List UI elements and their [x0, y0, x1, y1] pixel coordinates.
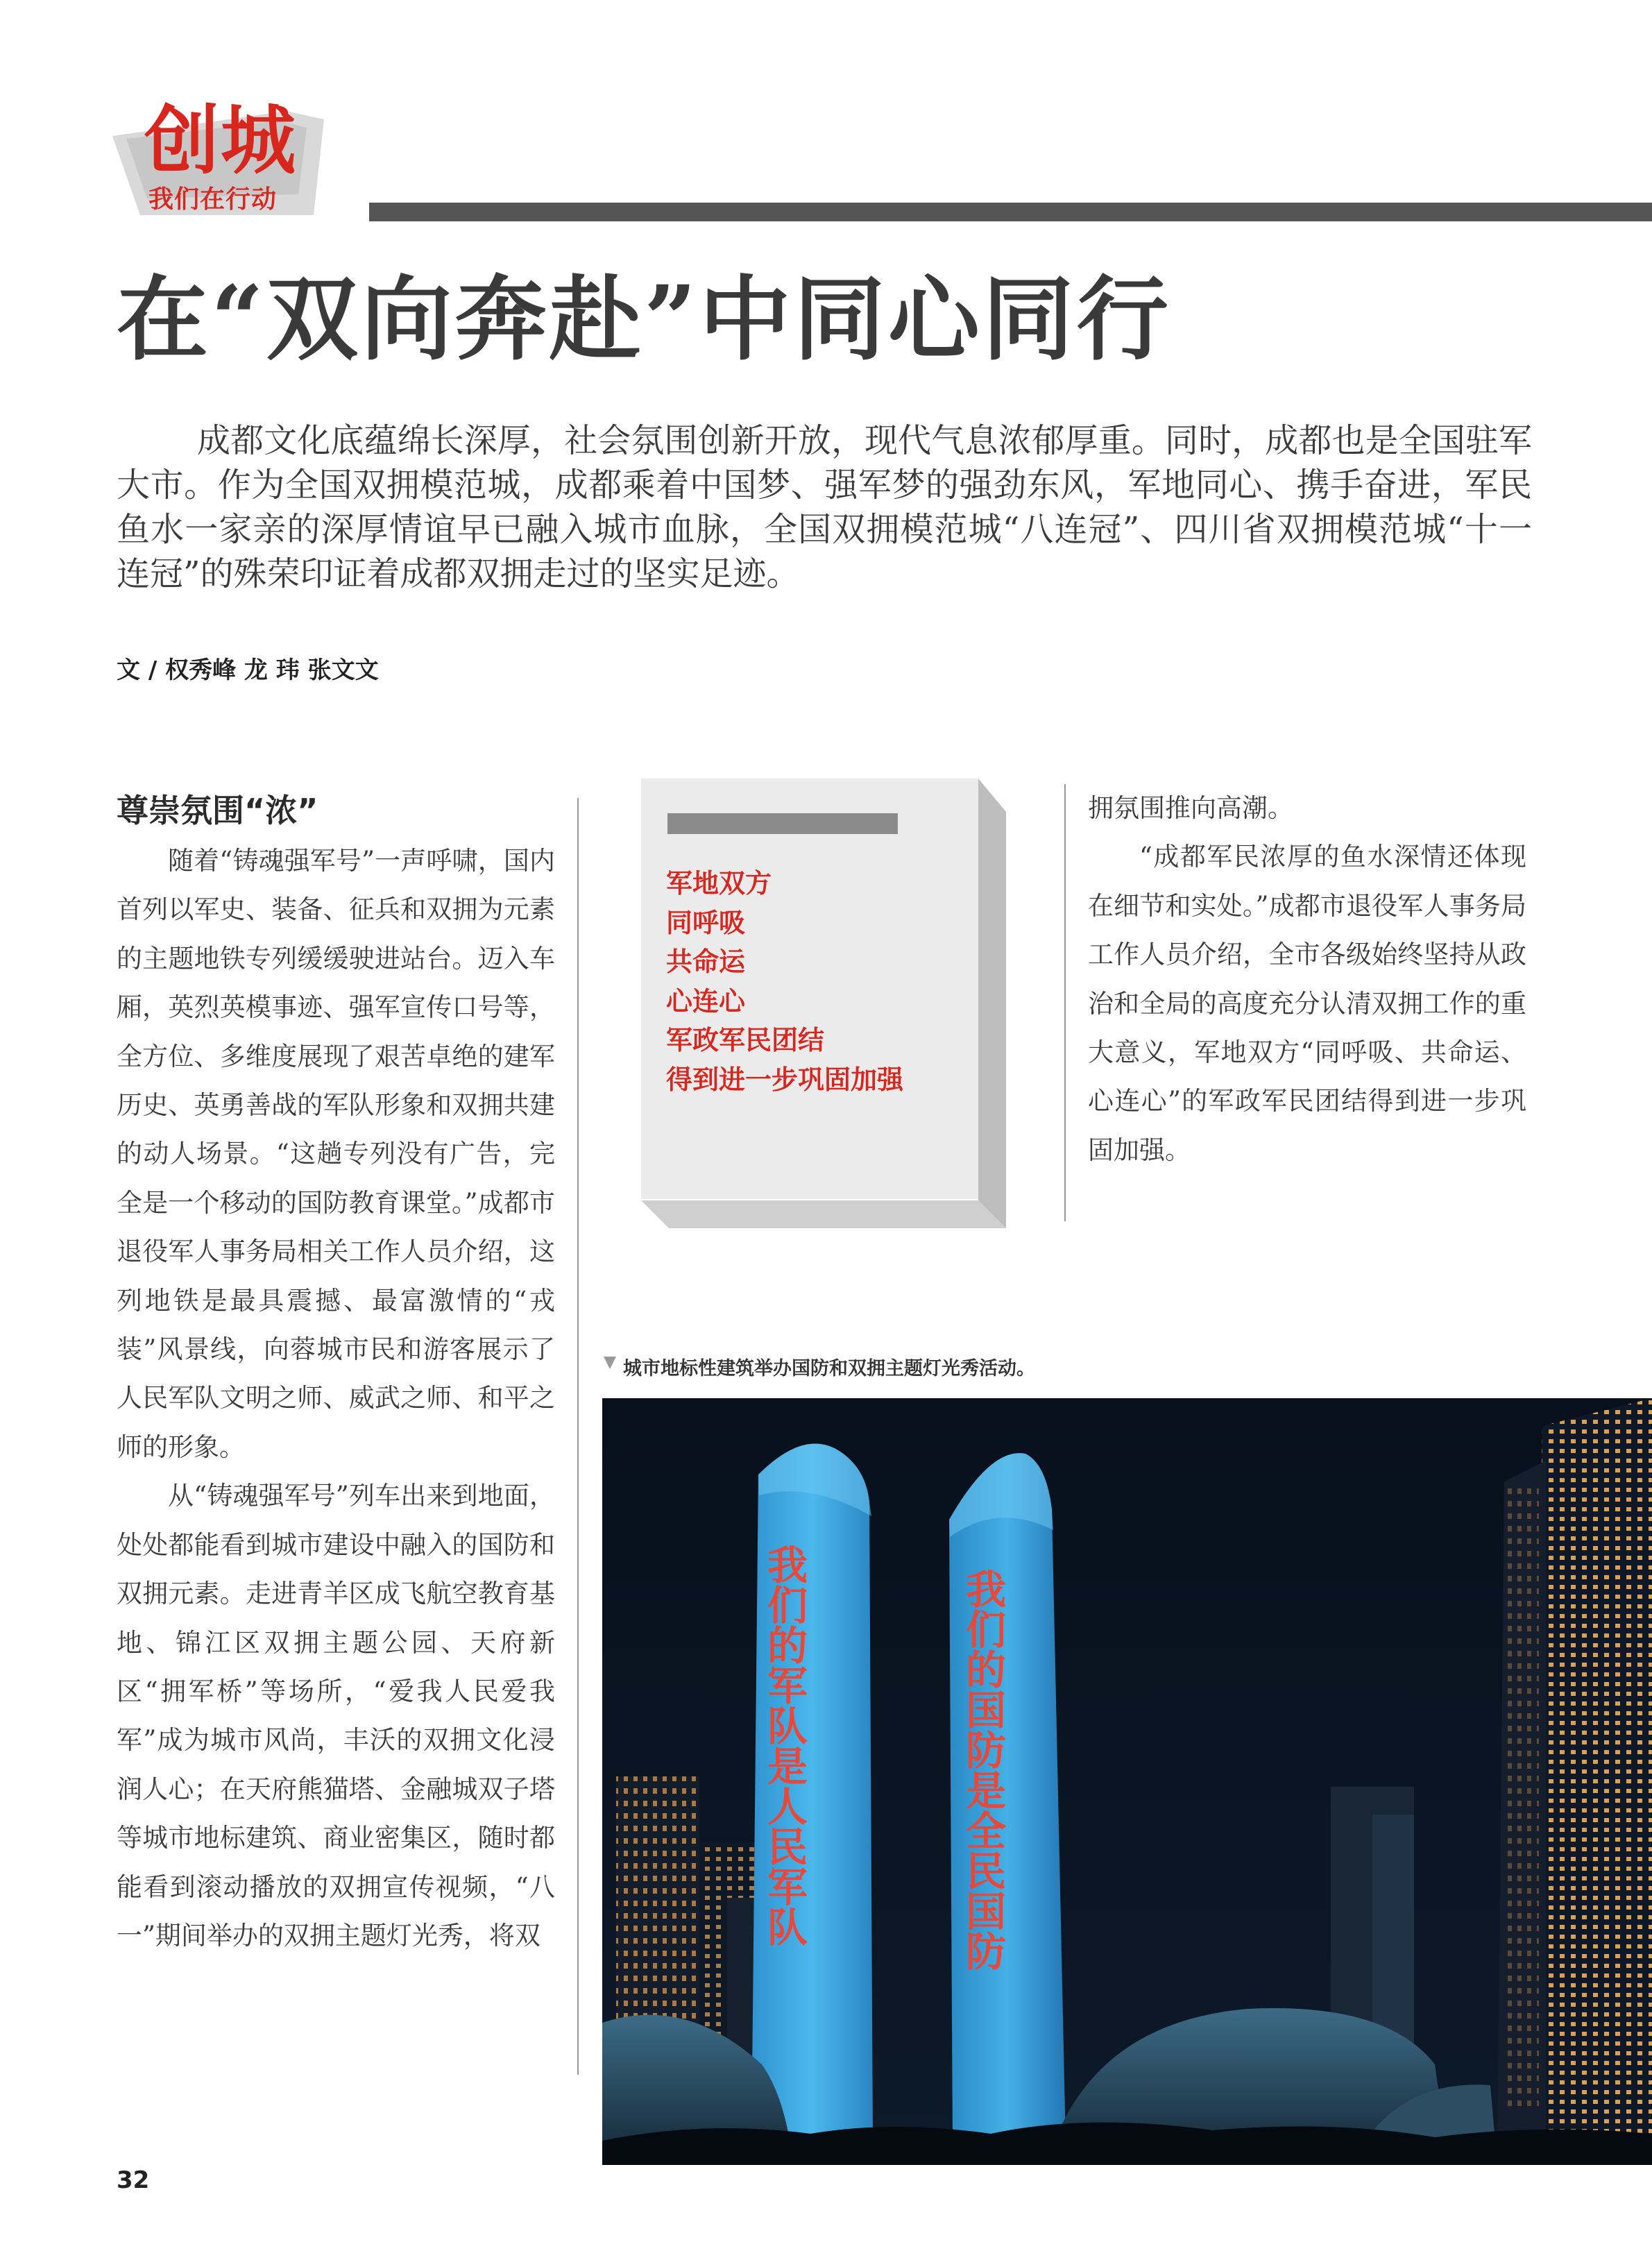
night-towers-photo	[602, 1398, 1652, 2165]
pull-quote-bar	[667, 813, 898, 834]
caption-marker-icon	[604, 1357, 616, 1369]
right-tower-text: 我们的国防是全民国防	[959, 1568, 1006, 1971]
section-badge-subtitle: 我们在行动	[148, 185, 278, 214]
body-paragraph: 随着“铸魂强军号”一声呼啸，国内首列以军史、装备、征兵和双拥为元素的主题地铁专列缓缓驶进站台。迈入车厢，英烈英模事迹、强军宣传口号等，全方位、多维度展现了艰苦卓绝的建军历史、英勇善战的军队形象和双拥共建的动人场景。“这趟专列没有广告，完全是一个移动的国防教育课堂。”成都市退役军人事务局相关工作人员介绍，这列地铁是最具震撼、最富激情的“戎装”风景线，向蓉城市民和游客展示了人民军队文明之师、威武之师、和平之师的形象。	[117, 846, 555, 1462]
page-number: 32	[117, 2166, 150, 2194]
pull-quote-line: 同呼吸	[666, 907, 746, 938]
pull-quote-text	[666, 864, 903, 1099]
section-badge-title: 创城	[144, 98, 298, 185]
header-rule	[369, 203, 1652, 221]
lead-paragraph: 成都文化底蕴绵长深厚，社会氛围创新开放，现代气息浓郁厚重。同时，成都也是全国驻军大市。作为全国双拥模范城，成都乘着中国梦、强军梦的强劲东风，军地同心、携手奋进，军民鱼水一家亲的深厚情谊早已融入城市血脉，全国双拥模范城“八连冠”、四川省双拥模范城“十一连冠”的殊荣印证着成都双拥走过的坚实足迹。	[117, 421, 1532, 593]
section-heading: 尊崇氛围“浓”	[117, 792, 318, 829]
byline: 文 / 权秀峰 龙 玮 张文文	[117, 656, 379, 684]
pull-quote-line: 军政军民团结	[666, 1025, 825, 1055]
body-paragraph: “成都军民浓厚的鱼水深情还体现在细节和实处。”成都市退役军人事务局工作人员介绍，全市各级始终坚持从政治和全局的高度充分认清双拥工作的重大意义，军地双方“同呼吸、共命运、心连心”的军政军民团结得到进一步巩固加强。	[1088, 842, 1526, 1165]
pull-quote-line: 心连心	[666, 985, 746, 1017]
body-paragraph-continued: 拥氛围推向高潮。	[1088, 793, 1293, 823]
article-title: 在“双向奔赴”中同心同行	[117, 266, 1171, 373]
photo-caption: 城市地标性建筑举办国防和双拥主题灯光秀活动。	[623, 1358, 1035, 1379]
pull-quote-line: 得到进一步巩固加强	[666, 1064, 904, 1095]
column-divider	[1064, 784, 1066, 1221]
pull-quote-line: 共命运	[666, 946, 746, 977]
left-column	[117, 837, 555, 1960]
left-tower-text: 我们的军队是人民军队	[760, 1544, 808, 1946]
column-divider	[577, 798, 579, 2075]
right-column	[1088, 784, 1526, 1175]
pull-quote-line: 军地双方	[666, 868, 772, 899]
body-paragraph: 从“铸魂强军号”列车出来到地面，处处都能看到城市建设中融入的国防和双拥元素。走进青羊区成飞航空教育基地、锦江区双拥主题公园、天府新区“拥军桥”等场所，“爱我人民爱我军”成为城市风尚，丰沃的双拥文化浸润人心；在天府熊猫塔、金融城双子塔等城市地标建筑、商业密集区，随时都能看到滚动播放的双拥宣传视频，“八一”期间举办的双拥主题灯光秀，将双	[117, 1481, 555, 1951]
